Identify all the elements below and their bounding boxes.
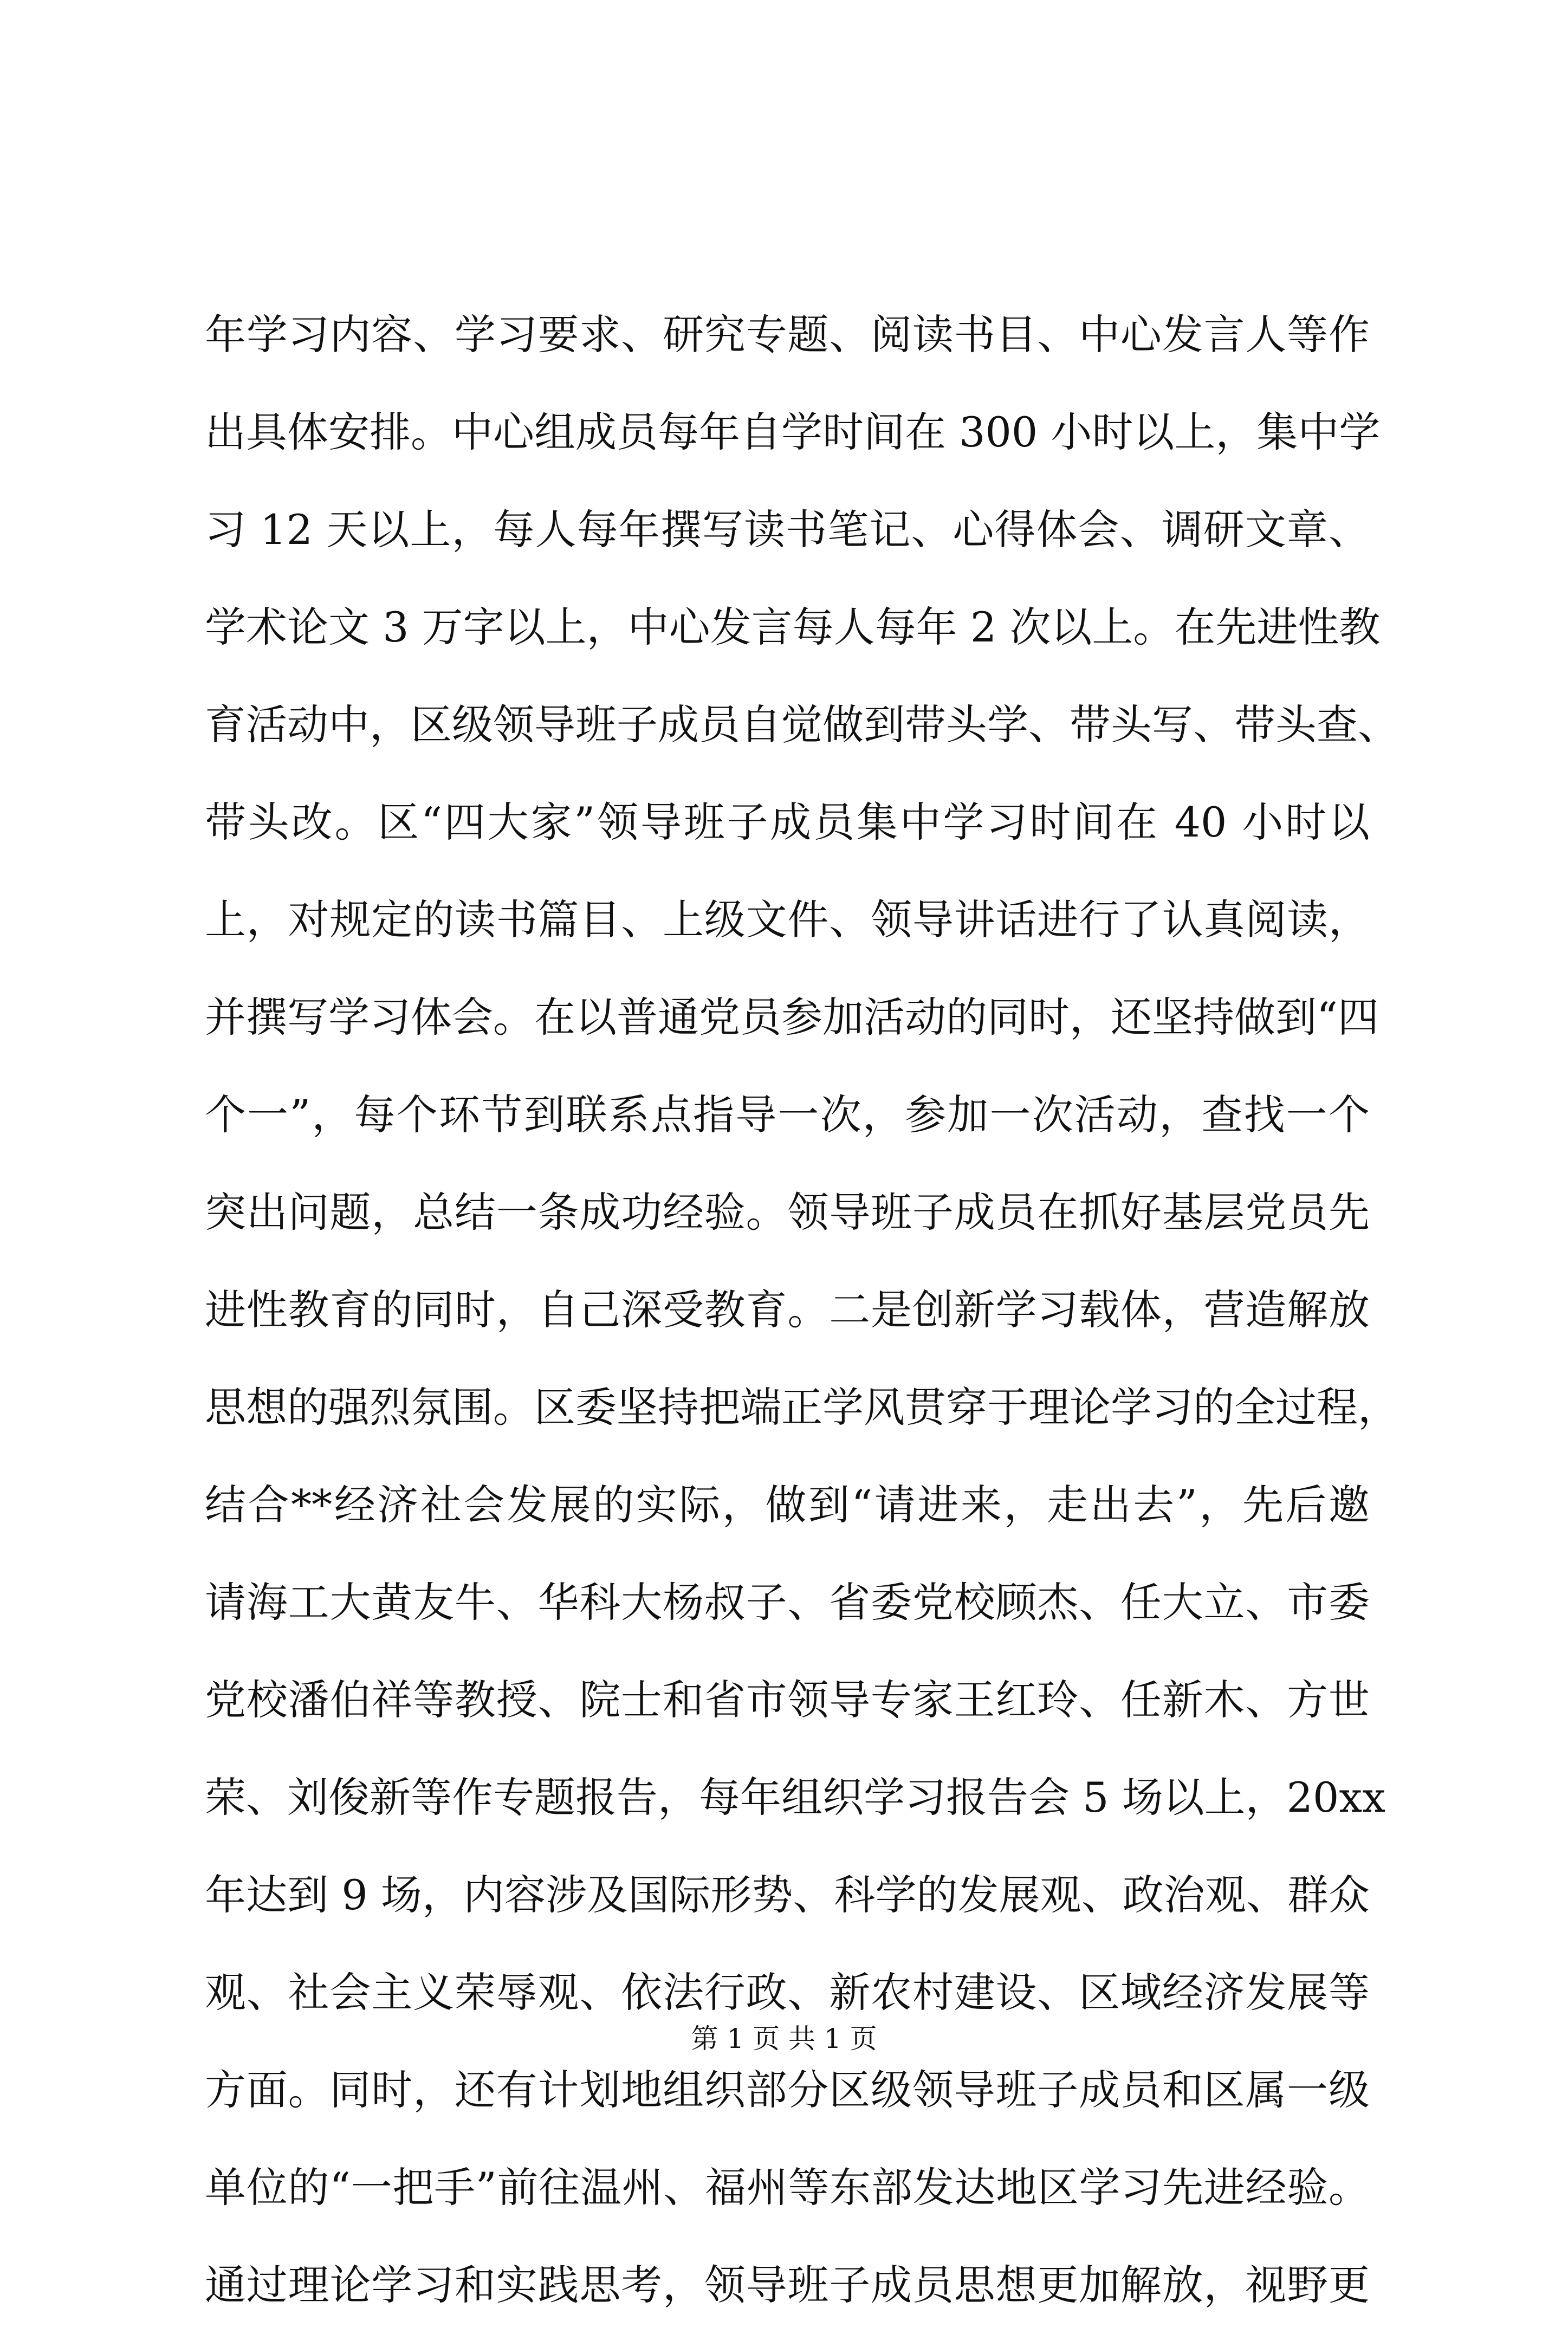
text-line: 思想的强烈氛围。区委坚持把端正学风贯穿于理论学习的全过程， bbox=[205, 1383, 1399, 1431]
page-number-label: 第 1 页 共 1 页 bbox=[691, 2023, 877, 2054]
text-line: 请海工大黄友牛、华科大杨叔子、省委党校顾杰、任大立、市委 bbox=[205, 1578, 1370, 1626]
text-line: 个一”，每个环节到联系点指导一次，参加一次活动，查找一个 bbox=[205, 1091, 1370, 1139]
text-line: 习 12 天以上，每人每年撰写读书笔记、心得体会、调研文章、 bbox=[205, 505, 1370, 554]
text-line: 单位的“一把手”前往温州、福州等东部发达地区学习先进经验。 bbox=[205, 2163, 1370, 2212]
text-line: 方面。同时，还有计划地组织部分区级领导班子成员和区属一级 bbox=[205, 2066, 1370, 2114]
text-line: 年学习内容、学习要求、研究专题、阅读书目、中心发言人等作 bbox=[205, 310, 1370, 359]
text-line: 通过理论学习和实践思考，领导班子成员思想更加解放，视野更 bbox=[205, 2261, 1370, 2309]
text-line: 结合**经济社会发展的实际，做到“请进来，走出去”，先后邀 bbox=[205, 1481, 1370, 1529]
text-line: 党校潘伯祥等教授、院士和省市领导专家王红玲、任新木、方世 bbox=[205, 1676, 1370, 1724]
text-line: 学术论文 3 万字以上，中心发言每人每年 2 次以上。在先进性教 bbox=[205, 603, 1381, 651]
text-line: 观、社会主义荣辱观、依法行政、新农村建设、区域经济发展等 bbox=[205, 1968, 1370, 2017]
text-line: 带头改。区“四大家”领导班子成员集中学习时间在 40 小时以 bbox=[205, 798, 1370, 846]
text-line: 进性教育的同时，自己深受教育。二是创新学习载体，营造解放 bbox=[205, 1286, 1370, 1334]
text-line: 突出问题，总结一条成功经验。领导班子成员在抓好基层党员先 bbox=[205, 1188, 1370, 1236]
text-line: 上，对规定的读书篇目、上级文件、领导讲话进行了认真阅读， bbox=[205, 896, 1370, 944]
text-line: 出具体安排。中心组成员每年自学时间在 300 小时以上，集中学 bbox=[205, 408, 1381, 456]
text-line: 荣、刘俊新等作专题报告，每年组织学习报告会 5 场以上，20xx bbox=[205, 1773, 1386, 1821]
text-line: 并撰写学习体会。在以普通党员参加活动的同时，还坚持做到“四 bbox=[205, 993, 1379, 1041]
text-line: 育活动中，区级领导班子成员自觉做到带头学、带头写、带头查、 bbox=[205, 701, 1399, 749]
text-line: 年达到 9 场，内容涉及国际形势、科学的发展观、政治观、群众 bbox=[205, 1871, 1370, 1919]
page-footer bbox=[0, 2020, 1568, 2058]
